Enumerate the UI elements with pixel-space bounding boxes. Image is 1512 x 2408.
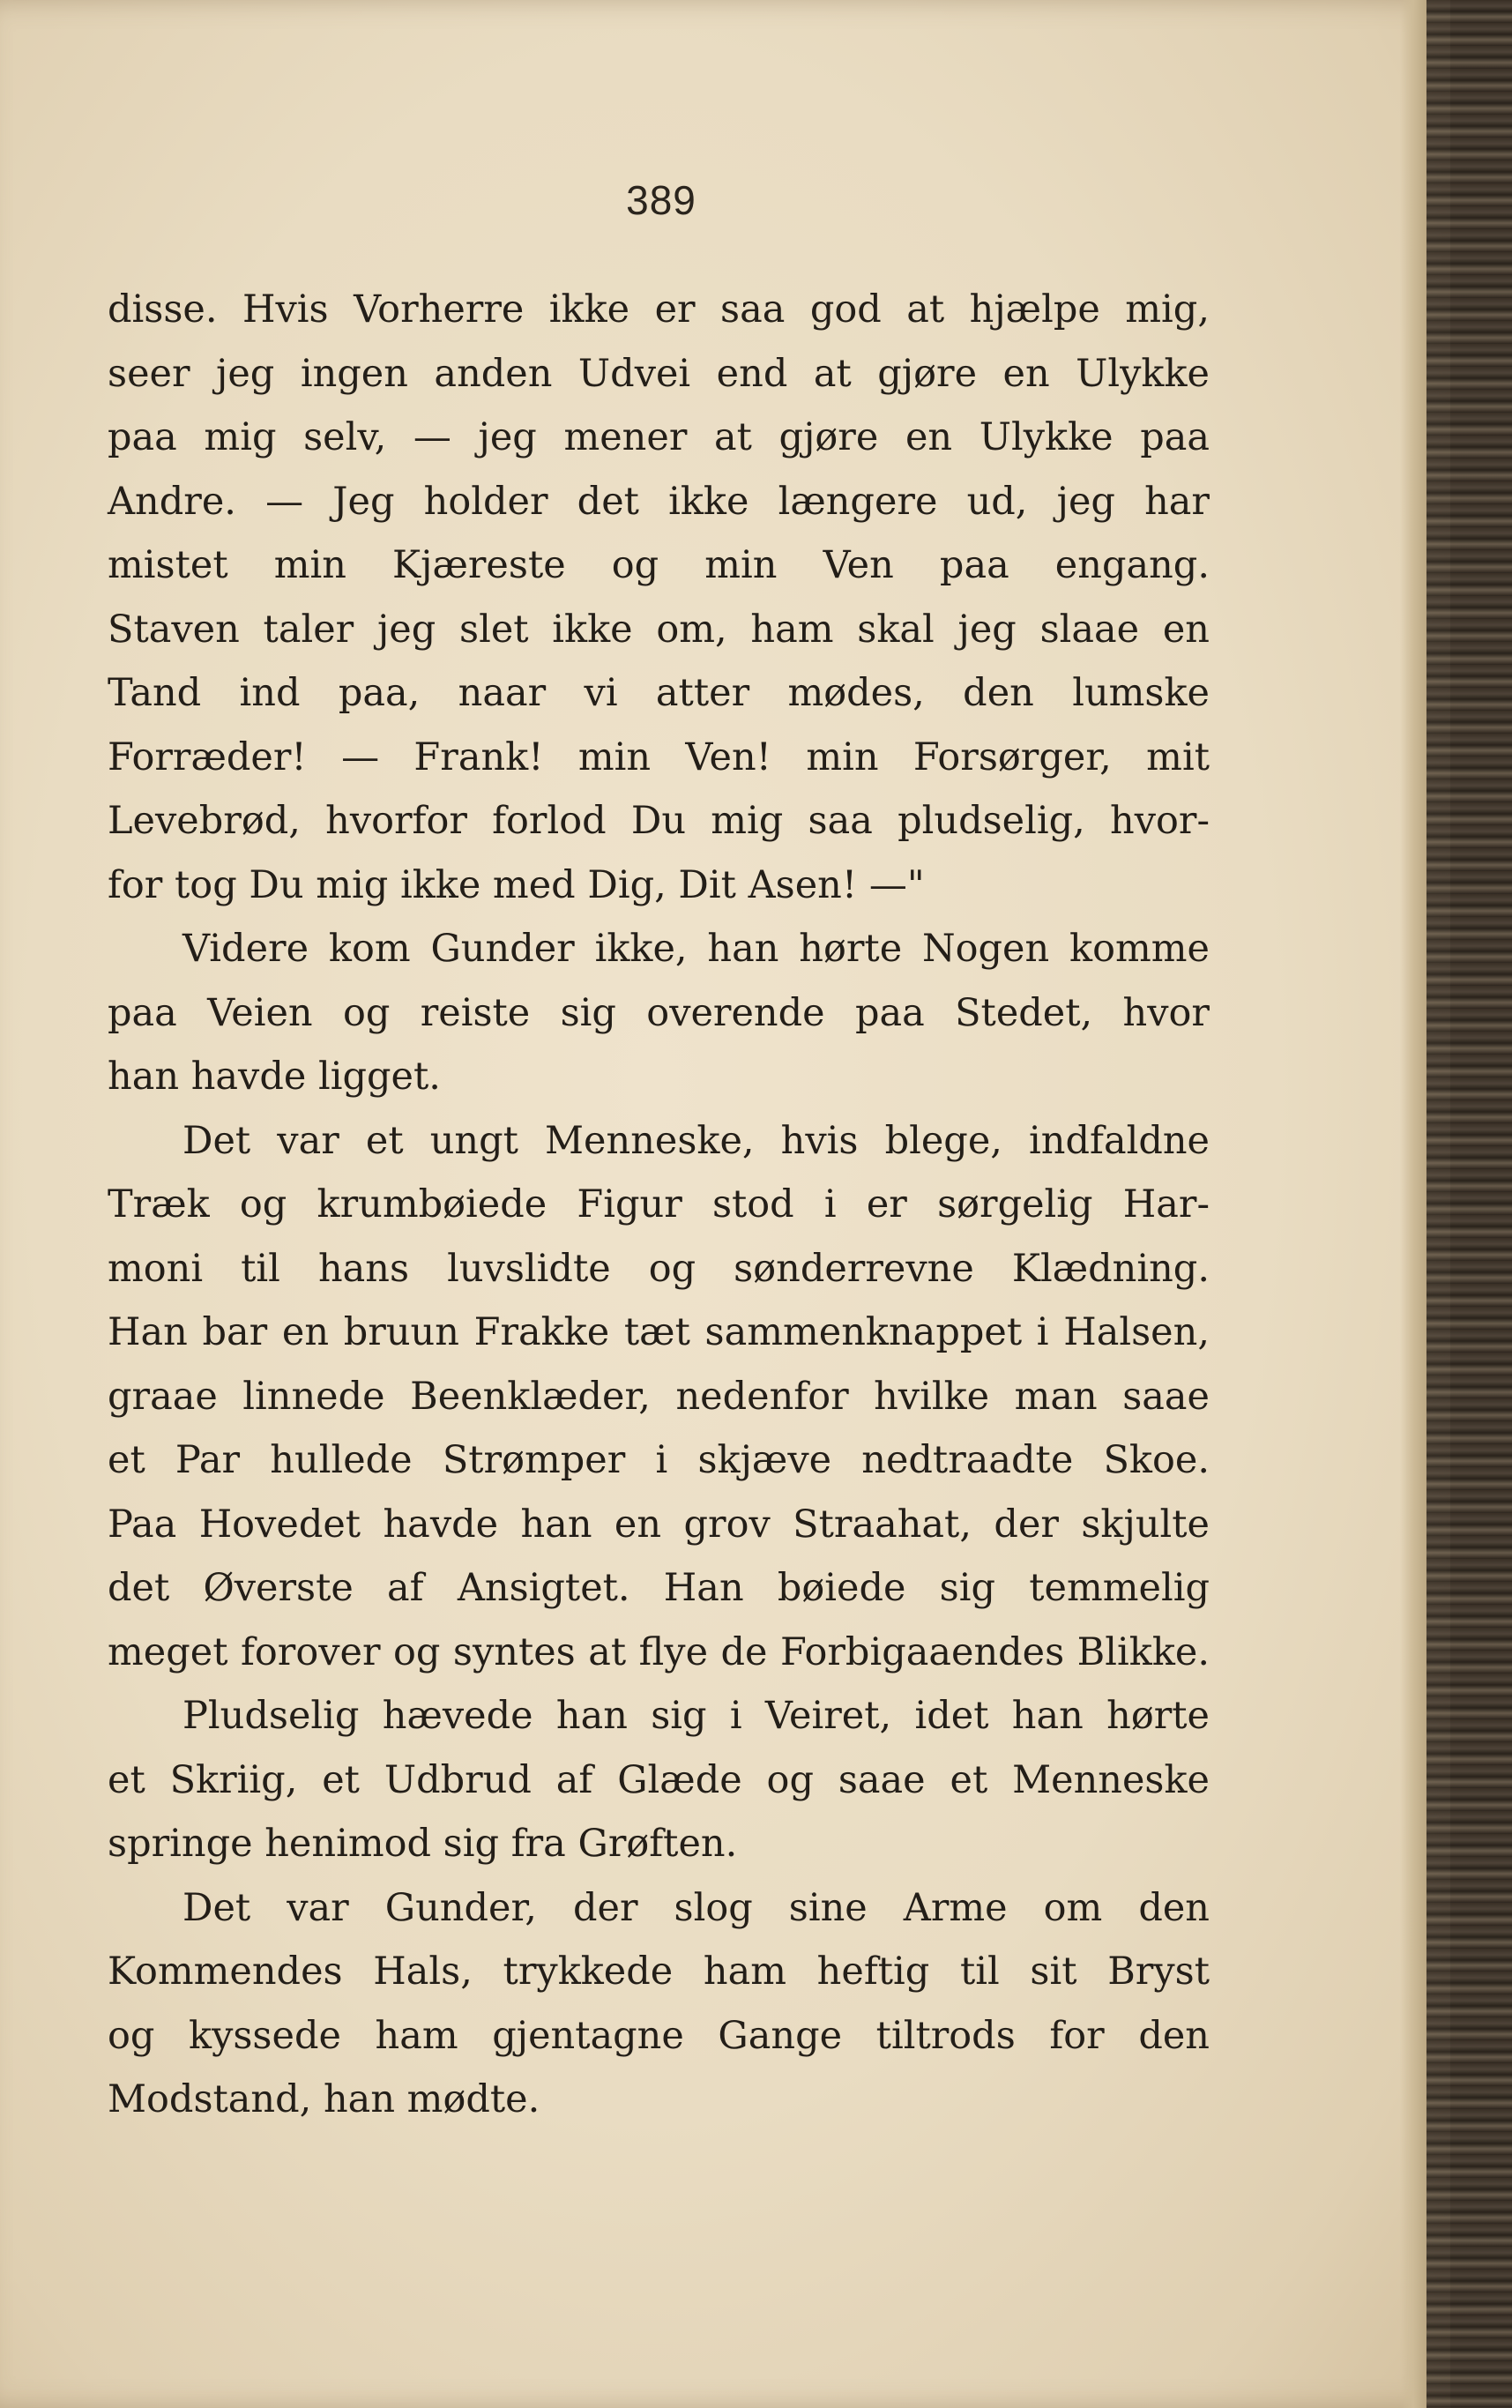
- text-line: Staven taler jeg slet ikke om, ham skal jeg slaae en: [108, 607, 1210, 652]
- text-line: moni til hans luvslidte og sønderrevne Klædning.: [108, 1246, 1210, 1291]
- page-edge-shadow: [1400, 0, 1430, 2408]
- text-line: Videre kom Gunder ikke, han hørte Nogen komme: [182, 927, 1210, 971]
- text-line: et Skriig, et Udbrud af Glæde og saae et Menneske: [108, 1757, 1210, 1802]
- text-line: paa Veien og reiste sig overende paa Stedet, hvor: [108, 990, 1210, 1035]
- text-line: Pludselig hævede han sig i Veiret, idet han hørte: [182, 1694, 1210, 1738]
- text-line: Træk og krumbøiede Figur stod i er sørgelig Har-: [108, 1182, 1210, 1226]
- text-line: graae linnede Beenklæder, nedenfor hvilke man saae: [108, 1374, 1210, 1419]
- text-line: Paa Hovedet havde han en grov Straahat, der skjulte: [108, 1502, 1210, 1547]
- text-line: Forræder! — Frank! min Ven! min Forsørger, mit: [108, 734, 1210, 779]
- text-line: Levebrød, hvorfor forlod Du mig saa pludselig, hvor-: [108, 799, 1210, 843]
- text-line: Kommendes Hals, trykkede ham heftig til sit Bryst: [108, 1950, 1210, 1994]
- text-line: springe henimod sig fra Grøften.: [108, 1822, 738, 1866]
- text-line: det Øverste af Ansigtet. Han bøiede sig temmelig: [108, 1566, 1210, 1610]
- text-line: Det var Gunder, der slog sine Arme om den: [182, 1885, 1210, 1930]
- text-line: for tog Du mig ikke med Dig, Dit Asen! —": [108, 862, 925, 907]
- text-line: han havde ligget.: [108, 1055, 441, 1099]
- text-line: Andre. — Jeg holder det ikke længere ud, jeg har: [108, 479, 1210, 524]
- body-text: [108, 278, 1210, 2132]
- text-line: og kyssede ham gjentagne Gange tiltrods for den: [108, 2013, 1210, 2058]
- text-line: Tand ind paa, naar vi atter mødes, den lumske: [108, 671, 1210, 715]
- text-line: mistet min Kjæreste og min Ven paa engang.: [108, 543, 1210, 587]
- text-line: Det var et ungt Menneske, hvis blege, indfaldne: [182, 1118, 1210, 1163]
- text-line: paa mig selv, — jeg mener at gjøre en Ulykke paa: [108, 415, 1210, 459]
- page-number: 389: [626, 177, 696, 223]
- text-line: seer jeg ingen anden Udvei end at gjøre en Ulykke: [108, 351, 1210, 396]
- book-binding: [1426, 0, 1512, 2408]
- text-line: et Par hullede Strømper i skjæve nedtraadte Skoe.: [108, 1438, 1210, 1482]
- text-line: disse. Hvis Vorherre ikke er saa god at hjælpe mig,: [108, 287, 1210, 332]
- text-line: meget forover og syntes at flye de Forbigaaendes Blikke.: [108, 1629, 1210, 1674]
- text-line: Modstand, han mødte.: [108, 2077, 540, 2121]
- text-line: Han bar en bruun Frakke tæt sammenknappet i Halsen,: [108, 1310, 1210, 1354]
